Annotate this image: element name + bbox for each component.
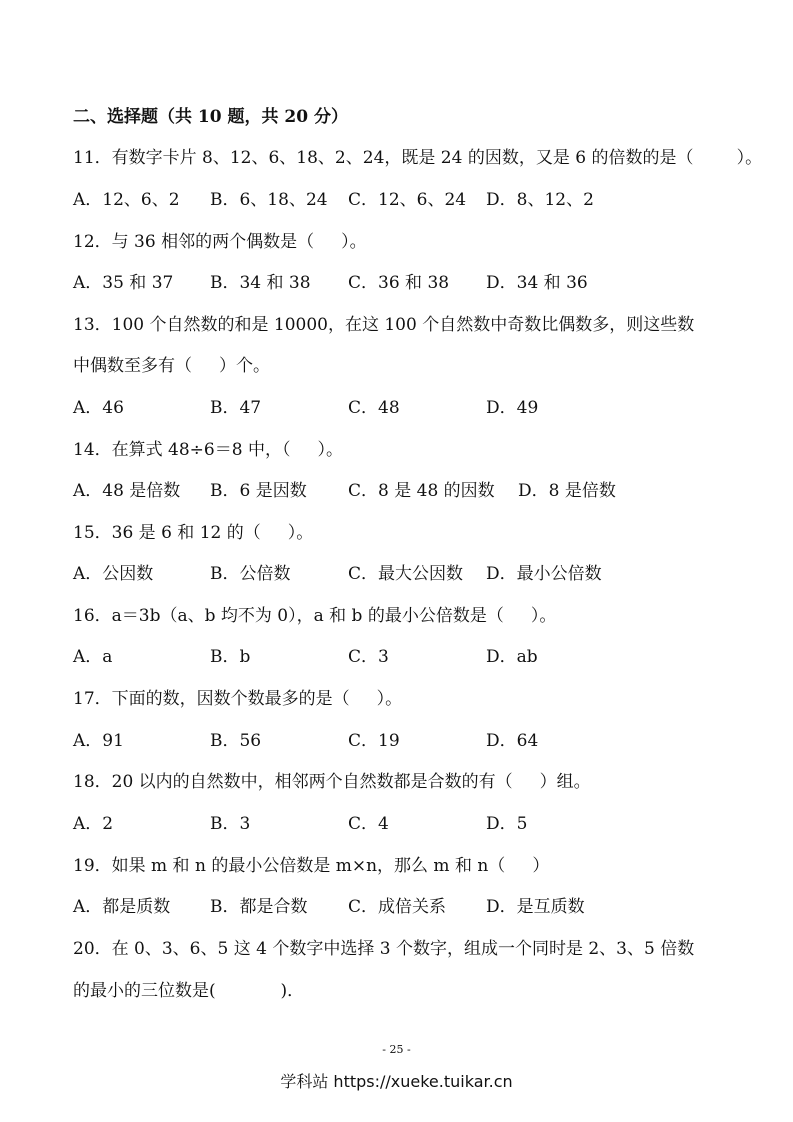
question-14-stem: 14．在算式 48÷6＝8 中，（ ）。 [73, 440, 343, 460]
question-20-stem-line1: 20．在 0、3、6、5 这 4 个数字中选择 3 个数字，组成一个同时是 2、3、5 倍数 [73, 939, 695, 959]
q18-option-d: D．5 [486, 814, 528, 834]
q17-option-a: A．91 [73, 731, 124, 751]
q13-option-b: B．47 [210, 398, 262, 418]
q14-option-d: D．8 是倍数 [518, 481, 616, 501]
q13-option-c: C．48 [348, 398, 400, 418]
q12-option-a: A．35 和 37 [73, 273, 174, 293]
question-19-stem: 19．如果 m 和 n 的最小公倍数是 m×n，那么 m 和 n（ ） [73, 856, 550, 876]
page-number: - 25 - [382, 1043, 411, 1056]
q15-option-a: A．公因数 [73, 564, 154, 584]
q11-option-c: C．12、6、24 [348, 190, 467, 210]
q14-option-b: B．6 是因数 [210, 481, 307, 501]
question-11-stem: 11．有数字卡片 8、12、6、18、2、24，既是 24 的因数，又是 6 的倍数的是（ ）。 [73, 148, 763, 168]
q18-option-a: A．2 [73, 814, 114, 834]
q15-option-c: C．最大公因数 [348, 564, 464, 584]
q12-option-b: B．34 和 38 [210, 273, 311, 293]
section-title: 二、选择题（共 10 题，共 20 分） [73, 107, 348, 127]
q19-option-b: B．都是合数 [210, 897, 308, 917]
q18-option-b: B．3 [210, 814, 251, 834]
q11-option-d: D．8、12、2 [486, 190, 594, 210]
question-12-stem: 12．与 36 相邻的两个偶数是（ ）。 [73, 232, 367, 252]
question-20-stem-line2: 的最小的三位数是( )． [73, 981, 305, 1001]
q11-option-b: B．6、18、24 [210, 190, 328, 210]
question-18-stem: 18．20 以内的自然数中，相邻两个自然数都是合数的有（ ）组。 [73, 772, 591, 792]
q16-option-b: B．b [210, 647, 251, 667]
q13-option-a: A．46 [73, 398, 124, 418]
question-15-stem: 15．36 是 6 和 12 的（ ）。 [73, 523, 314, 543]
question-13-stem-line1: 13．100 个自然数的和是 10000，在这 100 个自然数中奇数比偶数多，则这些数 [73, 315, 695, 335]
q12-option-c: C．36 和 38 [348, 273, 450, 293]
q14-option-c: C．8 是 48 的因数 [348, 481, 495, 501]
q19-option-c: C．成倍关系 [348, 897, 447, 917]
q12-option-d: D．34 和 36 [486, 273, 588, 293]
q15-option-b: B．公倍数 [210, 564, 291, 584]
q16-option-a: A．a [73, 647, 113, 667]
question-13-stem-line2: 中偶数至多有（ ）个。 [73, 356, 271, 376]
q18-option-c: C．4 [348, 814, 389, 834]
question-16-stem: 16．a＝3b（a、b 均不为 0），a 和 b 的最小公倍数是（ ）。 [73, 606, 557, 626]
footer-watermark: 学科站 https://xueke.tuikar.cn [280, 1072, 513, 1091]
q16-option-d: D．ab [486, 647, 538, 667]
q13-option-d: D．49 [486, 398, 539, 418]
q16-option-c: C．3 [348, 647, 389, 667]
q19-option-a: A．都是质数 [73, 897, 171, 917]
q17-option-c: C．19 [348, 731, 400, 751]
question-17-stem: 17．下面的数，因数个数最多的是（ ）。 [73, 689, 403, 709]
q15-option-d: D．最小公倍数 [486, 564, 602, 584]
q19-option-d: D．是互质数 [486, 897, 585, 917]
q11-option-a: A．12、6、2 [73, 190, 180, 210]
q17-option-d: D．64 [486, 731, 539, 751]
q14-option-a: A．48 是倍数 [73, 481, 181, 501]
q17-option-b: B．56 [210, 731, 262, 751]
